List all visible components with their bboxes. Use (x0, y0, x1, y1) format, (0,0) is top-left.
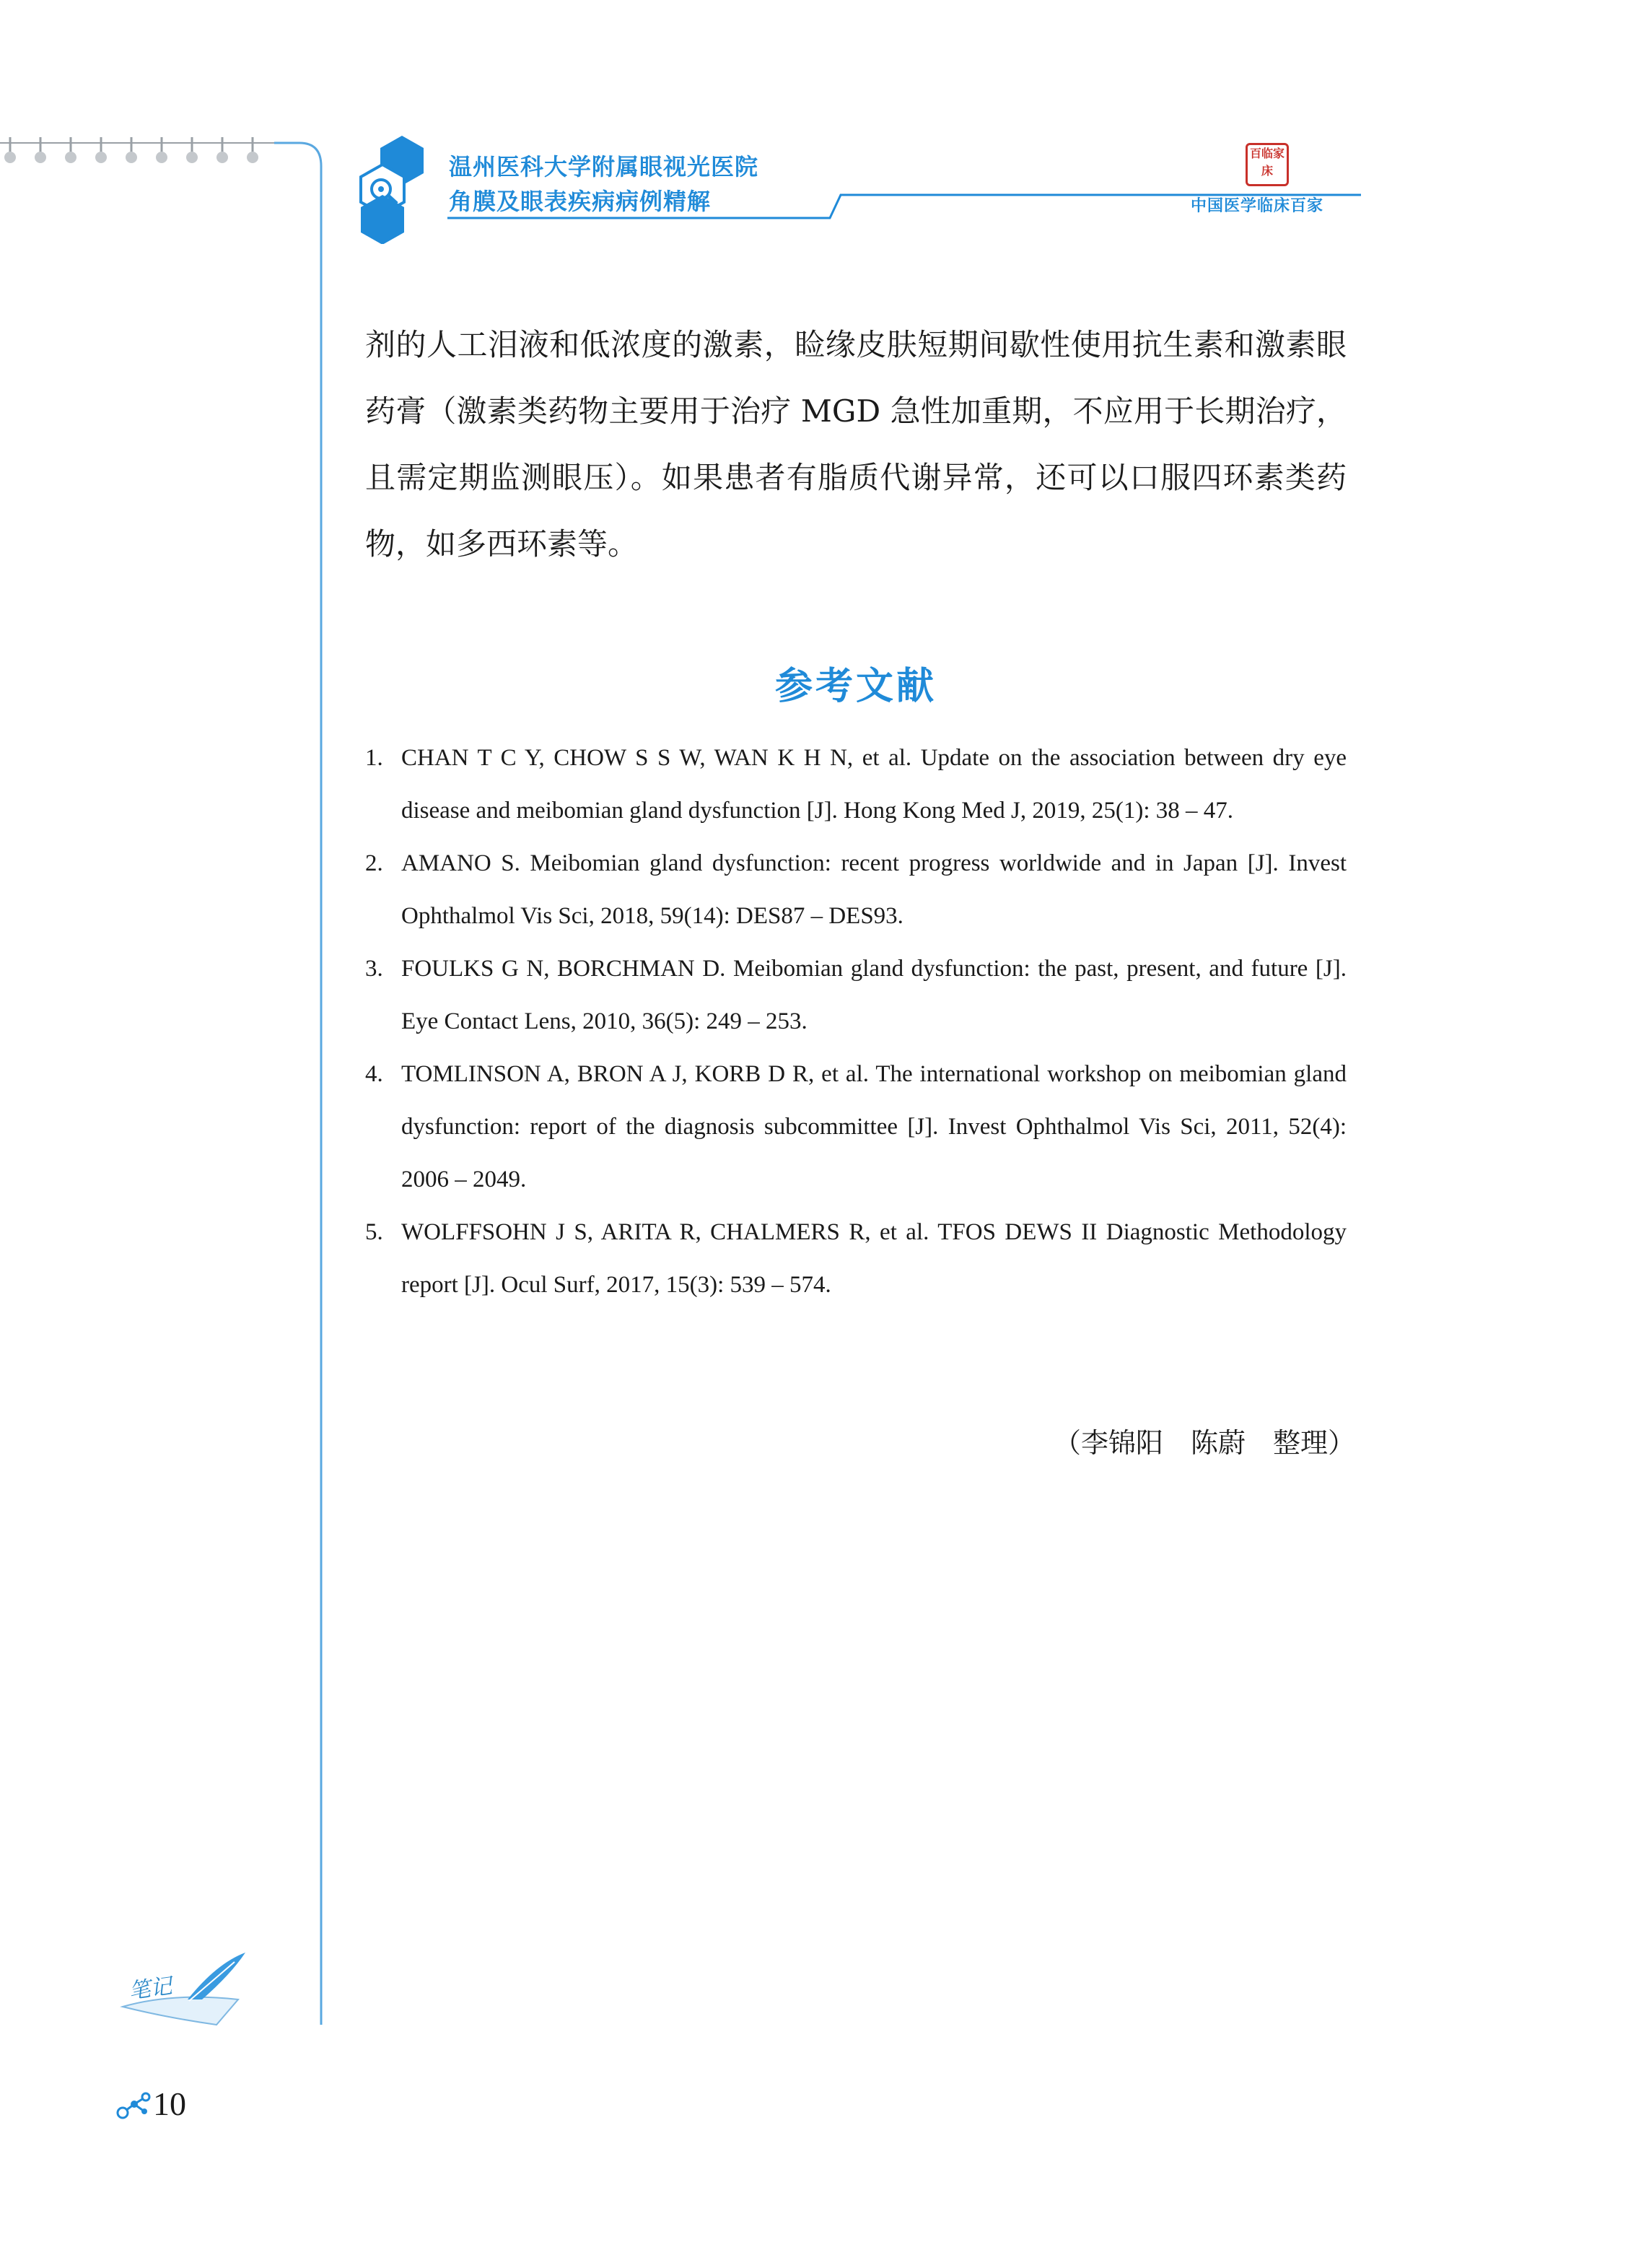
reference-text: TOMLINSON A, BRON A J, KORB D R, et al. The international workshop on meibomian gland dysfunction: report of the diagnosis subcommittee [J]. Invest Ophthalmol Vis Sci, 2011, 52(4): 2006 – 2049. (401, 1061, 1347, 1192)
reference-item (365, 1206, 1347, 1312)
reference-item (365, 943, 1347, 1048)
reference-number: 1. (365, 745, 383, 771)
references-list (365, 732, 1347, 1312)
reference-text: WOLFFSOHN J S, ARITA R, CHALMERS R, et al. TFOS DEWS II Diagnostic Methodology report [J]. Ocul Surf, 2017, 15(3): 539 – 574. (401, 1219, 1347, 1298)
reference-item (365, 1048, 1347, 1206)
reference-item (365, 732, 1347, 837)
reference-item (365, 837, 1347, 943)
page-number: 10 (153, 2085, 186, 2122)
reference-number: 5. (365, 1219, 383, 1245)
compiler-credit: （李锦阳 陈蔚 整理） (1054, 1427, 1356, 1459)
seal-stamp: 百临家床 (1246, 143, 1289, 186)
header-title-line1: 温州医科大学附属眼视光医院 (449, 153, 759, 180)
reference-text: AMANO S. Meibomian gland dysfunction: recent progress worldwide and in Japan [J]. Invest Ophthalmol Vis Sci, 2018, 59(14): DES87 – DES93. (401, 850, 1347, 929)
reference-text: FOULKS G N, BORCHMAN D. Meibomian gland dysfunction: the past, present, and future [J]. Eye Contact Lens, 2010, 36(5): 249 – 253. (401, 956, 1347, 1034)
reference-number: 2. (365, 850, 383, 876)
margin-rule (0, 0, 332, 2036)
reference-number: 4. (365, 1061, 383, 1087)
molecule-icon (115, 2090, 152, 2122)
series-name: 中国医学临床百家 (1191, 197, 1324, 215)
reference-text: CHAN T C Y, CHOW S S W, WAN K H N, et al. Update on the association between dry eye disease and meibomian gland dysfunction [J]. Hong Kong Med J, 2019, 25(1): 38 – 47. (401, 745, 1347, 824)
reference-number: 3. (365, 956, 383, 982)
body-paragraph: 剂的人工泪液和低浓度的激素，睑缘皮肤短期间歇性使用抗生素和激素眼药膏（激素类药物主要用于治疗 MGD 急性加重期，不应用于长期治疗，且需定期监测眼压）。如果患者有脂质代谢异常，还可以口服四环素类药物，如多西环素等。 (365, 327, 1347, 562)
header-title-line2: 角膜及眼表疾病病例精解 (449, 188, 712, 215)
notes-label: 笔记 (127, 1973, 174, 2005)
references-heading: 参考文献 (774, 665, 937, 708)
